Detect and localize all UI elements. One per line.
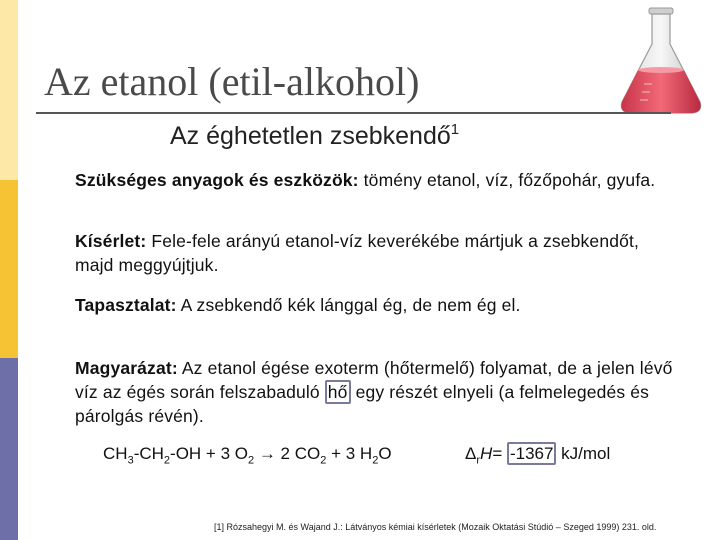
subtitle-footnote-ref: 1	[450, 121, 460, 138]
materials-text: tömény etanol, víz, főzőpohár, gyufa.	[358, 170, 656, 190]
decor-bar-bottom	[0, 358, 18, 540]
eq-subscript: 2	[163, 454, 171, 467]
eq-subscript: 2	[320, 454, 327, 467]
eq-subscript: 3	[127, 454, 134, 467]
combustion-equation	[103, 444, 392, 466]
subtitle-text: Az éghetetlen zsebkendő	[170, 122, 451, 150]
explanation-text-post: egy részét elnyeli (a felmelegedés és párolgás révén).	[75, 382, 650, 426]
eq-part: + 3 H	[326, 444, 373, 463]
decor-bar-middle	[0, 180, 18, 358]
enthalpy-equals: =	[492, 444, 507, 463]
experiment-paragraph	[75, 229, 675, 277]
explanation-paragraph	[75, 356, 675, 428]
slide-title: Az etanol (etil-alkohol)	[44, 59, 420, 104]
enthalpy-value-highlight: -1367	[507, 442, 556, 465]
observation-label: Tapasztalat:	[75, 295, 177, 315]
eq-part: -CH	[133, 444, 164, 463]
eq-part: O	[378, 444, 392, 463]
footnote: [1] Rózsahegyi M. és Wajand J.: Látványos kémiai kísérletek (Mozaik Oktatási Stúdió – Szeged 1999) 231. old.	[214, 522, 657, 532]
reaction-enthalpy	[465, 444, 610, 466]
eq-part: CH	[103, 444, 128, 463]
experiment-text: Fele-fele arányú etanol-víz keverékébe mártjuk a zsebkendőt, majd meggyújtjuk.	[75, 231, 639, 275]
delta-symbol: Δ	[465, 444, 477, 463]
heat-highlight: hő	[325, 380, 351, 404]
explanation-text-pre: Az etanol égése exoterm (hőtermelő) folyamat, de a jelen lévő víz az égés során felszabaduló	[75, 358, 673, 402]
decor-bar-top	[0, 0, 18, 180]
enthalpy-unit: kJ/mol	[556, 444, 611, 463]
observation-paragraph	[75, 293, 675, 317]
enthalpy-subscript: r	[476, 454, 481, 467]
eq-part: -OH + 3 O	[170, 444, 248, 463]
eq-subscript: 2	[247, 454, 255, 467]
erlenmeyer-flask-icon	[614, 6, 708, 118]
explanation-label: Magyarázat:	[75, 358, 178, 378]
slide-subtitle	[170, 122, 459, 151]
materials-paragraph	[75, 168, 675, 192]
observation-text: A zsebkendő kék lánggal ég, de nem ég el.	[176, 295, 521, 315]
eq-part: → 2 CO	[254, 444, 321, 463]
enthalpy-symbol: H	[480, 444, 493, 463]
title-divider	[36, 112, 671, 114]
eq-subscript: 2	[372, 454, 379, 467]
materials-label: Szükséges anyagok és eszközök:	[75, 170, 359, 190]
experiment-label: Kísérlet:	[75, 231, 147, 251]
